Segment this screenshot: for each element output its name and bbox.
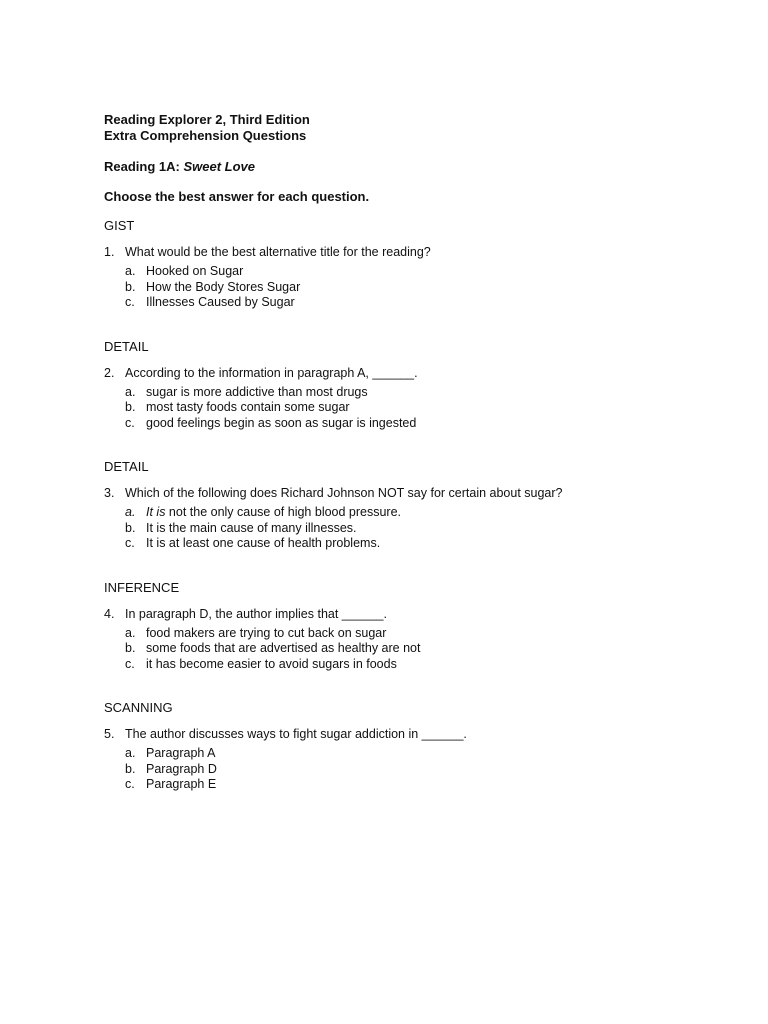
question-number: 4. xyxy=(104,606,115,621)
document-page xyxy=(104,112,724,793)
document-title: Reading Explorer 2, Third Edition xyxy=(104,112,310,127)
question-number: 2. xyxy=(104,365,115,380)
option-letter: c. xyxy=(125,415,135,430)
question-section-3 xyxy=(104,459,724,552)
option-letter: c. xyxy=(125,777,135,791)
question-text: According to the information in paragraph A, ______. xyxy=(125,365,418,380)
option-text: Illnesses Caused by Sugar xyxy=(146,295,295,309)
option-text: Paragraph D xyxy=(146,761,217,776)
question-text: Which of the following does Richard Johnson NOT say for certain about sugar? xyxy=(125,486,563,500)
option-text: Paragraph E xyxy=(146,777,217,791)
option-letter: a. xyxy=(125,505,136,519)
answer-options xyxy=(125,626,724,673)
question-3 xyxy=(104,485,724,501)
answer-option-b xyxy=(125,400,724,416)
answer-option-a xyxy=(125,626,724,642)
reading-prefix: Reading 1A: xyxy=(104,159,184,174)
answer-option-c xyxy=(125,536,724,552)
option-text-italic: It is xyxy=(146,505,166,519)
option-letter: a. xyxy=(125,746,136,760)
option-letter: c. xyxy=(125,656,135,671)
question-text: The author discusses ways to fight sugar addiction in ______. xyxy=(125,727,467,741)
option-text: food makers are trying to cut back on sugar xyxy=(146,625,387,640)
answer-option-c xyxy=(125,657,724,673)
section-label: INFERENCE xyxy=(104,579,180,595)
answer-options xyxy=(125,505,724,552)
question-section-1 xyxy=(104,218,724,311)
reading-name: Sweet Love xyxy=(183,159,255,174)
question-2 xyxy=(104,365,724,381)
section-label: DETAIL xyxy=(104,459,149,474)
question-text: What would be the best alternative title for the reading? xyxy=(125,245,431,259)
option-letter: a. xyxy=(125,384,136,399)
answer-option-b xyxy=(125,280,724,296)
option-text: It is at least one cause of health problems. xyxy=(146,536,381,550)
answer-option-c xyxy=(125,295,724,311)
option-text: How the Body Stores Sugar xyxy=(146,279,301,294)
answer-option-b xyxy=(125,641,724,657)
option-text: some foods that are advertised as healthy are not xyxy=(146,641,421,655)
option-text xyxy=(146,505,401,521)
option-text: sugar is more addictive than most drugs xyxy=(146,384,368,399)
answer-option-a xyxy=(125,264,724,280)
option-letter: c. xyxy=(125,536,135,550)
question-number: 1. xyxy=(104,245,115,259)
question-section-5 xyxy=(104,700,724,793)
answer-option-c xyxy=(125,416,724,432)
answer-option-b xyxy=(125,762,724,778)
reading-title xyxy=(104,159,724,175)
answer-option-a xyxy=(125,746,724,762)
option-letter: a. xyxy=(125,264,136,278)
answer-option-b xyxy=(125,521,724,537)
question-5 xyxy=(104,726,724,742)
option-text: most tasty foods contain some sugar xyxy=(146,400,350,414)
option-letter: b. xyxy=(125,761,136,776)
option-text: Paragraph A xyxy=(146,746,216,760)
section-label: DETAIL xyxy=(104,338,149,354)
option-letter: c. xyxy=(125,295,135,309)
section-label: GIST xyxy=(104,218,135,233)
option-letter: b. xyxy=(125,400,136,414)
option-text: it has become easier to avoid sugars in foods xyxy=(146,656,397,671)
question-section-4 xyxy=(104,580,724,673)
answer-option-c xyxy=(125,777,724,793)
answer-options xyxy=(125,264,724,311)
section-label: SCANNING xyxy=(104,700,173,715)
answer-option-a xyxy=(125,505,724,521)
answer-options xyxy=(125,746,724,793)
option-text-rest: not the only cause of high blood pressure. xyxy=(165,505,402,519)
document-subtitle: Extra Comprehension Questions xyxy=(104,128,307,143)
answer-options xyxy=(125,385,724,432)
question-1 xyxy=(104,244,724,260)
option-letter: b. xyxy=(125,641,136,655)
question-number: 5. xyxy=(104,727,115,741)
instructions: Choose the best answer for each question. xyxy=(104,189,370,204)
question-4 xyxy=(104,606,724,622)
option-letter: a. xyxy=(125,625,136,640)
option-text: good feelings begin as soon as sugar is ingested xyxy=(146,415,417,430)
option-text: It is the main cause of many illnesses. xyxy=(146,520,357,535)
option-letter: b. xyxy=(125,520,136,535)
question-number: 3. xyxy=(104,486,115,500)
question-text: In paragraph D, the author implies that ______. xyxy=(125,606,387,621)
question-section-2 xyxy=(104,339,724,432)
answer-option-a xyxy=(125,385,724,401)
option-text: Hooked on Sugar xyxy=(146,264,244,278)
option-letter: b. xyxy=(125,279,136,294)
